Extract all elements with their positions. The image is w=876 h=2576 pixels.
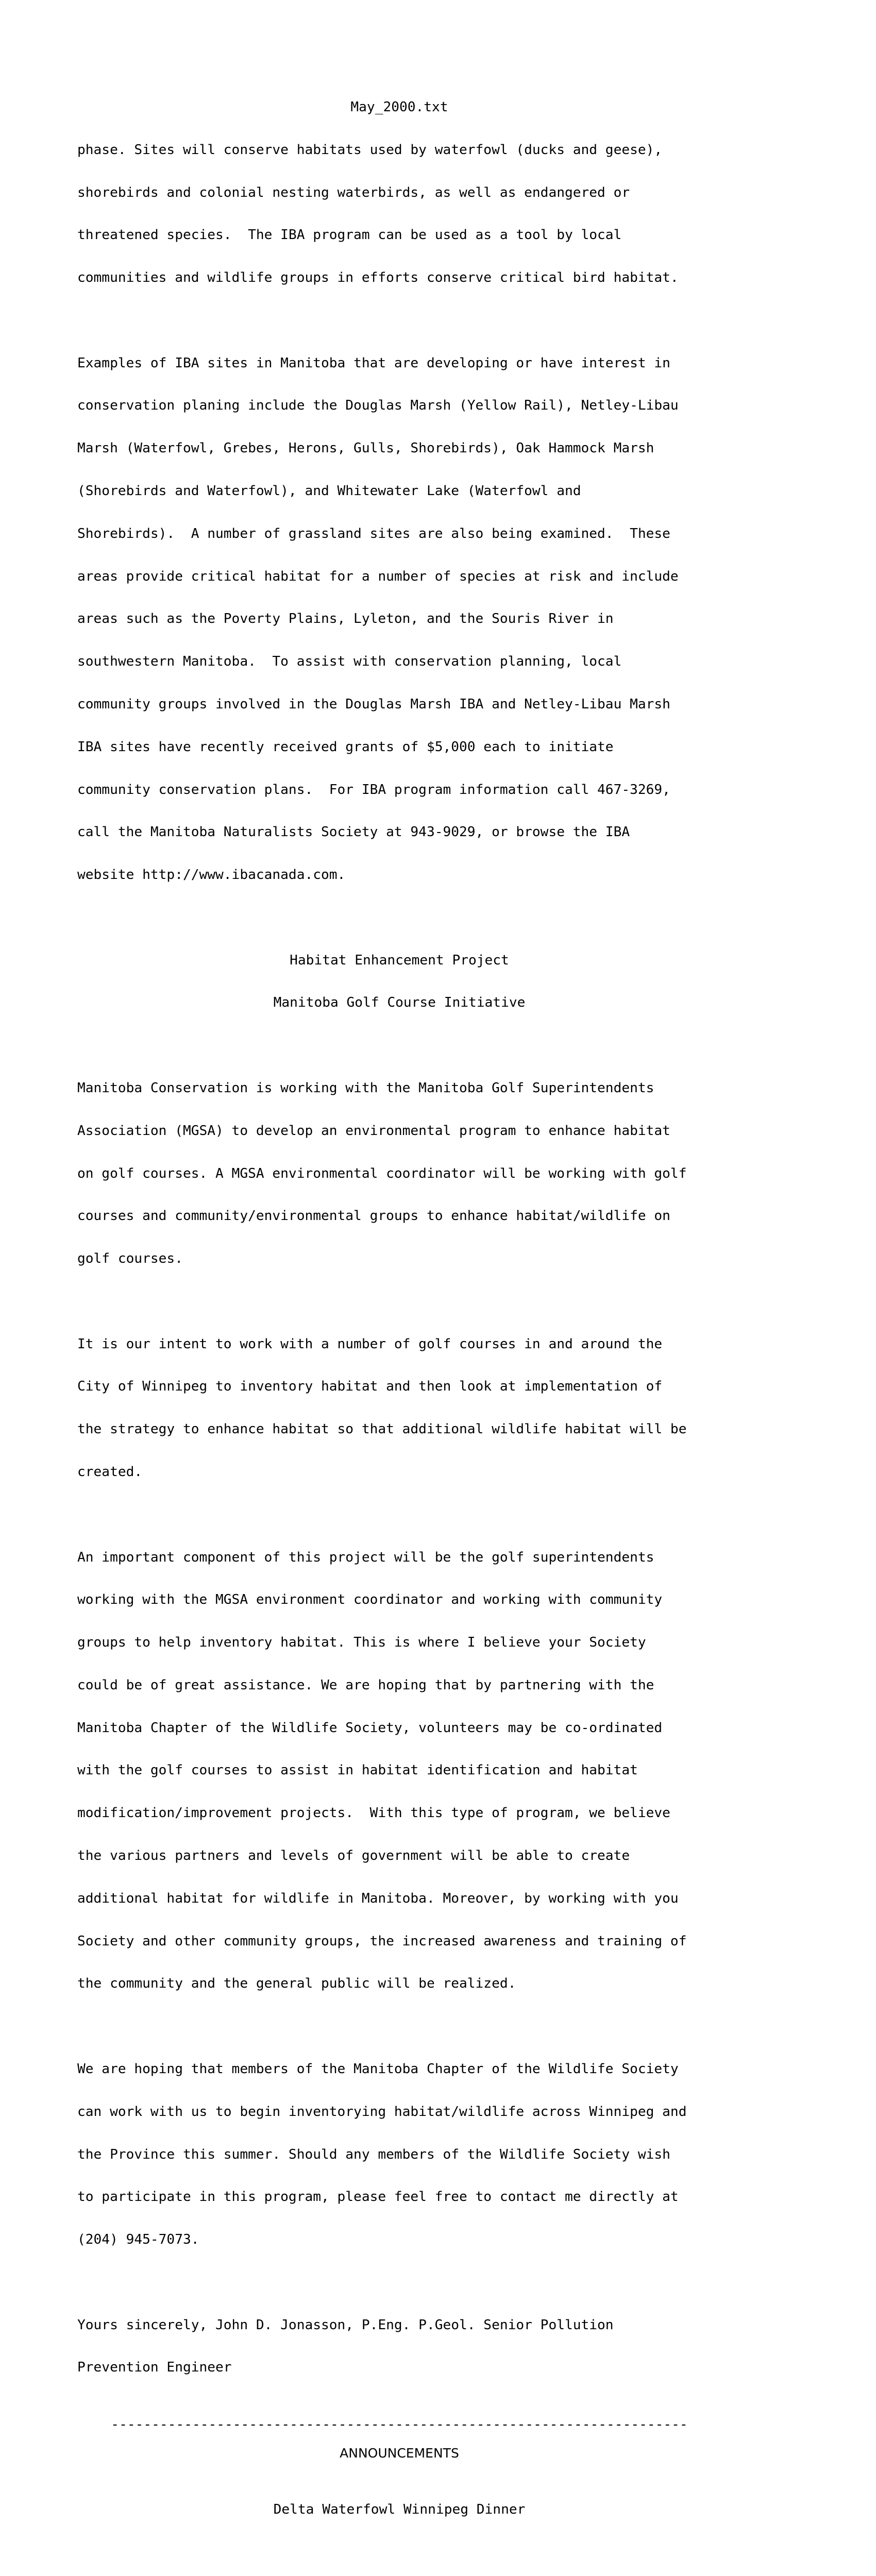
text-line: the strategy to enhance habitat so that additional wildlife habitat will be xyxy=(77,1421,687,1437)
text-line: working with the MGSA environment coordinator and working with community xyxy=(77,1592,663,1608)
text-line: could be of great assistance. We are hoping that by partnering with the xyxy=(77,1677,654,1693)
text-line: Shorebirds). A number of grassland sites are also being examined. These xyxy=(77,526,670,541)
text-line: the community and the general public will be realized. xyxy=(77,1976,516,1992)
text-line: Manitoba Conservation is working with the Manitoba Golf Superintendents xyxy=(77,1080,654,1096)
text-line: (204) 945-7073. xyxy=(77,2232,199,2248)
text-line: additional habitat for wildlife in Manitoba. Moreover, by working with you xyxy=(77,1890,679,1906)
file-header-title: May_2000.txt xyxy=(350,99,448,115)
text-line: communities and wildlife groups in efforts conserve critical bird habitat. xyxy=(77,270,679,286)
text-line: can work with us to begin inventorying habitat/wildlife across Winnipeg and xyxy=(77,2104,687,2120)
event-title xyxy=(77,2475,721,2546)
text-line: phase. Sites will conserve habitats used by waterfowl (ducks and geese), xyxy=(77,142,663,158)
text-line: website http://www.ibacanada.com. xyxy=(77,867,346,883)
text-line: Yours sincerely, John D. Jonasson, P.Eng. P.Geol. Senior Pollution xyxy=(77,2317,614,2333)
text-line: Marsh (Waterfowl, Grebes, Herons, Gulls, Shorebirds), Oak Hammock Marsh xyxy=(77,440,654,456)
text-line: IBA sites have recently received grants of $5,000 each to initiate xyxy=(77,739,614,755)
text-line: Manitoba Chapter of the Wildlife Society, volunteers may be co-ordinated xyxy=(77,1720,663,1736)
text-line: groups to help inventory habitat. This is where I believe your Society xyxy=(77,1635,646,1651)
section-heading-line: Habitat Enhancement Project xyxy=(290,952,509,968)
paragraph-component xyxy=(77,1522,809,2020)
paragraph-signature xyxy=(77,2290,809,2403)
paragraph-golf-program xyxy=(77,1053,809,1295)
text-line: with the golf courses to assist in habitat identification and habitat xyxy=(77,1762,638,1778)
text-line: courses and community/environmental groups to enhance habitat/wildlife on xyxy=(77,1208,670,1224)
announcements-title: ANNOUNCEMENTS xyxy=(340,2445,459,2461)
section-heading-line: Manitoba Golf Course Initiative xyxy=(273,995,526,1011)
text-line: An important component of this project will be the golf superintendents xyxy=(77,1549,654,1565)
text-line: created. xyxy=(77,1464,143,1480)
paragraph-iba-phase xyxy=(77,115,809,314)
text-line: golf courses. xyxy=(77,1251,183,1267)
paragraph-hoping xyxy=(77,2034,809,2276)
text-line: City of Winnipeg to inventory habitat and then look at implementation of xyxy=(77,1379,663,1395)
text-line: shorebirds and colonial nesting waterbirds, as well as endangered or xyxy=(77,184,630,200)
text-line: Association (MGSA) to develop an environmental program to enhance habitat xyxy=(77,1123,670,1139)
text-line: Society and other community groups, the increased awareness and training of xyxy=(77,1933,687,1949)
text-line: It is our intent to work with a number of golf courses in and around the xyxy=(77,1336,663,1352)
text-line: the Province this summer. Should any members of the Wildlife Society wish xyxy=(77,2146,670,2162)
event-title-line: Delta Waterfowl Winnipeg Dinner xyxy=(273,2502,526,2518)
text-line: the various partners and levels of government will be able to create xyxy=(77,1848,630,1864)
text-line: community groups involved in the Douglas Marsh IBA and Netley-Libau Marsh xyxy=(77,696,670,712)
text-line: conservation planing include the Douglas Marsh (Yellow Rail), Netley-Libau xyxy=(77,398,679,414)
text-line: (Shorebirds and Waterfowl), and Whitewater Lake (Waterfowl and xyxy=(77,483,581,499)
text-line: Examples of IBA sites in Manitoba that are developing or have interest in xyxy=(77,355,670,371)
section-divider: ----------------------------------------------------------------------- xyxy=(111,2416,688,2432)
text-line: Prevention Engineer xyxy=(77,2360,232,2376)
paragraph-intent xyxy=(77,1309,809,1507)
text-line: community conservation plans. For IBA program information call 467-3269, xyxy=(77,782,670,798)
text-line: on golf courses. A MGSA environmental coordinator will be working with golf xyxy=(77,1165,687,1181)
text-line: areas such as the Poverty Plains, Lyleton, and the Souris River in xyxy=(77,611,614,627)
section-heading xyxy=(77,925,721,1039)
document-page xyxy=(77,100,809,2576)
text-line: to participate in this program, please feel free to contact me directly at xyxy=(77,2189,679,2205)
text-line: threatened species. The IBA program can be used as a tool by local xyxy=(77,227,622,243)
text-line: modification/improvement projects. With this type of program, we believe xyxy=(77,1805,670,1821)
text-line: areas provide critical habitat for a number of species at risk and include xyxy=(77,568,679,584)
text-line: call the Manitoba Naturalists Society at 943-9029, or browse the IBA xyxy=(77,824,630,840)
paragraph-dinner xyxy=(77,2560,809,2576)
text-line: We are hoping that members of the Manitoba Chapter of the Wildlife Society xyxy=(77,2061,679,2077)
paragraph-iba-examples xyxy=(77,328,809,911)
text-line: southwestern Manitoba. To assist with conservation planning, local xyxy=(77,654,622,670)
